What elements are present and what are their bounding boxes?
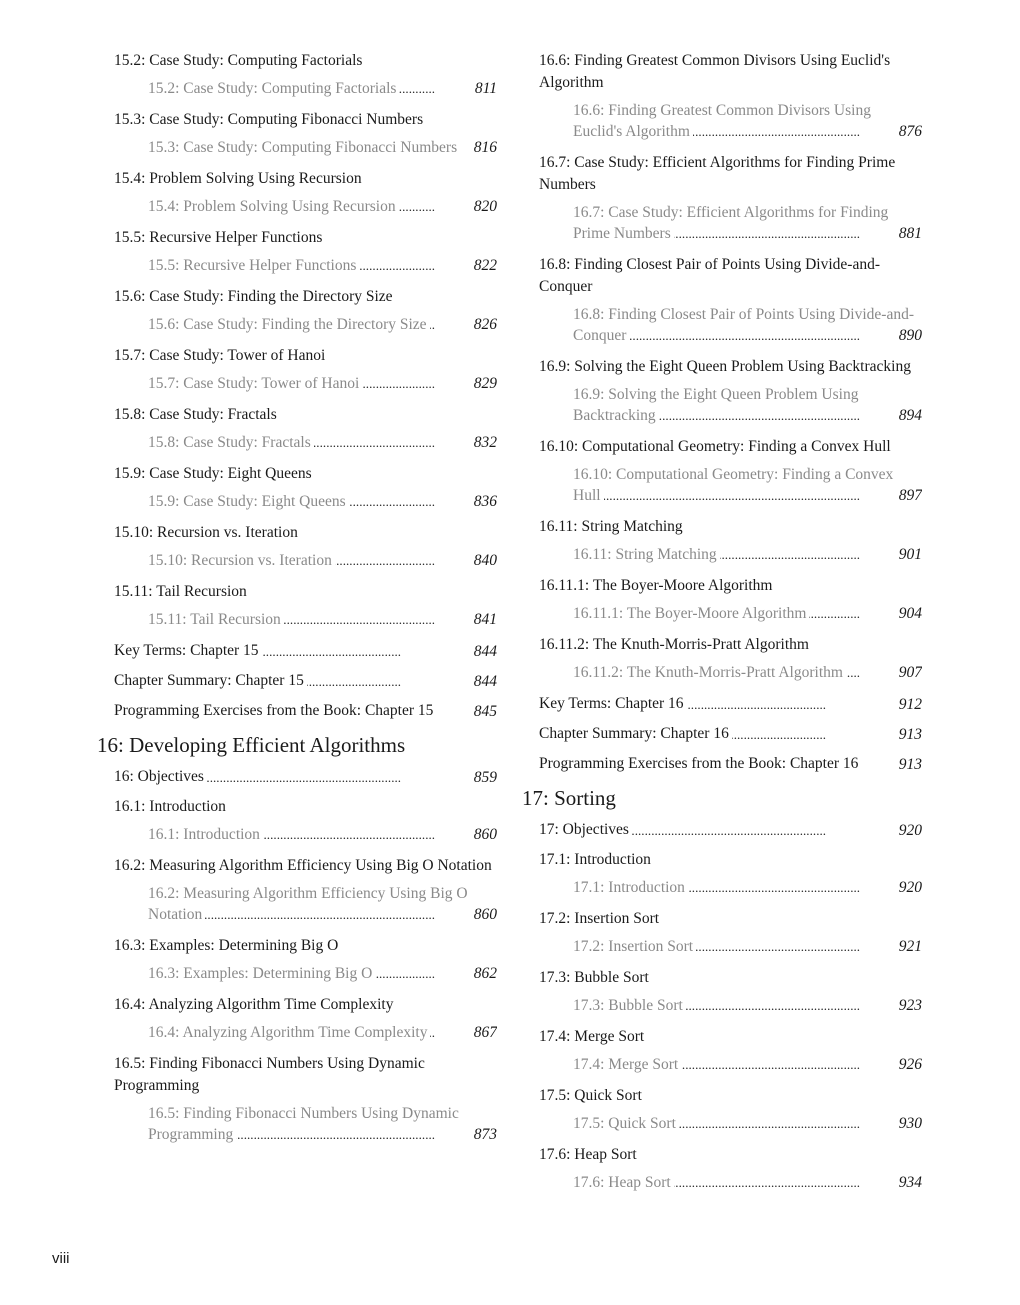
toc-entry-title: 15.3: Case Study: Computing Fibonacci Numbers	[148, 139, 460, 156]
toc-page-number: 816	[471, 137, 497, 158]
toc-entry-title: 15.4: Problem Solving Using Recursion	[148, 198, 399, 215]
toc-entry-title: 15.8: Case Study: Fractals	[148, 434, 314, 451]
toc-page-number: 860	[471, 824, 497, 845]
toc-page-number: 832	[471, 432, 497, 453]
toc-section-entry[interactable]: 15.10: Recursion vs. Iteration	[114, 524, 298, 541]
toc-entry-title: 17.3: Bubble Sort	[573, 997, 686, 1014]
toc-page-number: 901	[896, 544, 922, 565]
toc-page-number: 881	[896, 223, 922, 244]
toc-subsection-link[interactable]	[573, 464, 922, 506]
toc-subsection-link[interactable]	[148, 137, 497, 158]
toc-entry-title: 16.11.2: The Knuth-Morris-Pratt Algorithm	[573, 664, 846, 681]
toc-subsection-link[interactable]	[573, 936, 922, 957]
toc-entry-title: 17.4: Merge Sort	[573, 1056, 681, 1073]
toc-entry-title: 16.8: Finding Closest Pair of Points Using Divide-and-Conquer	[573, 306, 914, 344]
toc-subsection-link[interactable]	[148, 314, 497, 335]
toc-page-number: 894	[896, 405, 922, 426]
toc-section-entry[interactable]: 15.5: Recursive Helper Functions	[114, 229, 323, 246]
toc-section-entry[interactable]: 16.3: Examples: Determining Big O	[114, 937, 339, 954]
toc-page-number: 867	[471, 1022, 497, 1043]
toc-subsection-link[interactable]	[148, 491, 497, 512]
toc-section-entry[interactable]: 16.4: Analyzing Algorithm Time Complexity	[114, 996, 394, 1013]
toc-page-number: 840	[471, 550, 497, 571]
toc-page-number: 926	[896, 1054, 922, 1075]
toc-section-entry[interactable]	[539, 753, 922, 775]
toc-subsection-link[interactable]	[573, 603, 922, 624]
toc-section-entry[interactable]	[114, 670, 497, 692]
toc-section-entry[interactable]: 17.1: Introduction	[539, 851, 651, 868]
toc-page-number: 920	[896, 820, 922, 841]
toc-entry-title: Key Terms: Chapter 15	[114, 642, 262, 659]
toc-page-number: 859	[471, 767, 497, 788]
toc-subsection-link[interactable]	[148, 78, 497, 99]
toc-entry-title: 16.9: Solving the Eight Queen Problem Using Backtracking	[573, 386, 859, 424]
toc-subsection-link[interactable]	[573, 995, 922, 1016]
toc-page-number: 836	[471, 491, 497, 512]
toc-section-entry[interactable]: 15.11: Tail Recursion	[114, 583, 247, 600]
toc-section-entry[interactable]: 16.10: Computational Geometry: Finding a Convex Hull	[539, 438, 891, 455]
toc-entry-title: 16.2: Measuring Algorithm Efficiency Using Big O Notation	[148, 885, 468, 923]
toc-entry-title: 16.11: String Matching	[573, 546, 720, 563]
toc-entry-title: Chapter Summary: Chapter 16	[539, 725, 732, 742]
toc-entry-title: 16.7: Case Study: Efficient Algorithms for Finding Prime Numbers	[573, 204, 889, 242]
toc-section-entry[interactable]: 17.2: Insertion Sort	[539, 910, 660, 927]
toc-subsection-link[interactable]	[148, 1022, 497, 1043]
toc-page-number: 820	[471, 196, 497, 217]
toc-subsection-link[interactable]	[573, 100, 922, 142]
toc-section-entry[interactable]	[539, 723, 922, 745]
toc-section-entry[interactable]: 15.8: Case Study: Fractals	[114, 406, 277, 423]
toc-page-number: 890	[896, 325, 922, 346]
toc-right-column	[522, 50, 922, 1203]
toc-page-number: 826	[471, 314, 497, 335]
toc-page-number: 920	[896, 877, 922, 898]
toc-entry-title: 17.6: Heap Sort	[573, 1174, 674, 1191]
toc-page-number: 862	[471, 963, 497, 984]
toc-subsection-link[interactable]	[148, 609, 497, 630]
toc-section-entry[interactable]	[114, 640, 497, 662]
toc-section-entry[interactable]: 15.9: Case Study: Eight Queens	[114, 465, 312, 482]
toc-page-number: 921	[896, 936, 922, 957]
toc-entry-title: 16.3: Examples: Determining Big O	[148, 965, 375, 982]
toc-section-entry[interactable]	[539, 693, 922, 715]
toc-entry-title: 16.5: Finding Fibonacci Numbers Using Dynamic Programming	[148, 1105, 459, 1143]
toc-entry-title: 16: Objectives	[114, 768, 207, 785]
toc-subsection-link[interactable]	[573, 544, 922, 565]
toc-page-number: 822	[471, 255, 497, 276]
toc-section-entry[interactable]: 16.6: Finding Greatest Common Divisors Using Euclid's Algorithm	[539, 52, 891, 91]
toc-entry-title: 16.4: Analyzing Algorithm Time Complexity	[148, 1024, 430, 1041]
toc-section-entry[interactable]: 16.11: String Matching	[539, 518, 683, 535]
toc-section-entry[interactable]	[114, 700, 497, 722]
toc-subsection-link[interactable]	[573, 1113, 922, 1134]
toc-section-entry[interactable]: 16.11.2: The Knuth-Morris-Pratt Algorithm	[539, 636, 809, 653]
toc-subsection-link[interactable]	[148, 255, 497, 276]
chapter-heading: 16: Developing Efficient Algorithms	[97, 733, 406, 757]
toc-entry-title: Key Terms: Chapter 16	[539, 695, 687, 712]
page-number-folio: viii	[52, 1250, 70, 1267]
toc-page-number: 845	[471, 701, 497, 722]
toc-section-entry[interactable]: 16.1: Introduction	[114, 798, 226, 815]
toc-section-entry[interactable]: 16.7: Case Study: Efficient Algorithms for Finding Prime Numbers	[539, 154, 896, 193]
toc-entry-title: Chapter Summary: Chapter 15	[114, 672, 307, 689]
toc-page-number: 811	[472, 78, 497, 99]
toc-page-number: 913	[896, 754, 922, 775]
toc-entry-title: 15.2: Case Study: Computing Factorials	[148, 80, 399, 97]
toc-section-entry[interactable]: 16.2: Measuring Algorithm Efficiency Using Big O Notation	[114, 857, 492, 874]
toc-entry-title: 16.1: Introduction	[148, 826, 263, 843]
toc-section-entry[interactable]	[539, 819, 922, 841]
toc-page-number: 844	[471, 641, 497, 662]
toc-subsection-link[interactable]	[148, 1103, 497, 1145]
toc-subsection-link[interactable]	[573, 1054, 922, 1075]
toc-subsection-link[interactable]	[148, 550, 497, 571]
toc-section-entry[interactable]: 16.9: Solving the Eight Queen Problem Using Backtracking	[539, 358, 911, 375]
toc-subsection-link[interactable]	[573, 202, 922, 244]
toc-page-number: 844	[471, 671, 497, 692]
toc-entry-title: Programming Exercises from the Book: Chapter 15	[114, 702, 436, 719]
toc-subsection-link[interactable]	[148, 963, 497, 984]
toc-section-entry[interactable]: 15.6: Case Study: Finding the Directory Size	[114, 288, 393, 305]
toc-section-entry[interactable]: 16.5: Finding Fibonacci Numbers Using Dynamic Programming	[114, 1055, 425, 1094]
toc-entry-title: 15.9: Case Study: Eight Queens	[148, 493, 349, 510]
toc-page-number: 904	[896, 603, 922, 624]
toc-entry-title: 15.6: Case Study: Finding the Directory Size	[148, 316, 430, 333]
toc-entry-title: 17.1: Introduction	[573, 879, 688, 896]
toc-page-number: 913	[896, 724, 922, 745]
toc-entry-title: 16.6: Finding Greatest Common Divisors Using Euclid's Algorithm	[573, 102, 871, 140]
toc-entry-title: 15.5: Recursive Helper Functions	[148, 257, 359, 274]
toc-left-column	[97, 50, 497, 1155]
toc-entry-title: 15.11: Tail Recursion	[148, 611, 284, 628]
toc-section-entry[interactable]: 17.5: Quick Sort	[539, 1087, 642, 1104]
toc-page-number: 934	[896, 1172, 922, 1193]
toc-section-entry[interactable]: 17.3: Bubble Sort	[539, 969, 649, 986]
toc-page-number: 912	[896, 694, 922, 715]
toc-subsection-link[interactable]	[148, 432, 497, 453]
toc-section-entry[interactable]: 15.2: Case Study: Computing Factorials	[114, 52, 363, 69]
toc-entry-title: 17.5: Quick Sort	[573, 1115, 679, 1132]
toc-entry-title: 15.7: Case Study: Tower of Hanoi	[148, 375, 362, 392]
toc-subsection-link[interactable]	[148, 373, 497, 394]
toc-subsection-link[interactable]	[573, 662, 922, 683]
toc-section-entry[interactable]	[114, 766, 497, 788]
toc-page-number: 923	[896, 995, 922, 1016]
toc-section-entry[interactable]: 15.7: Case Study: Tower of Hanoi	[114, 347, 326, 364]
toc-entry-title: Programming Exercises from the Book: Chapter 16	[539, 755, 861, 772]
toc-subsection-link[interactable]	[573, 384, 922, 426]
chapter-heading: 17: Sorting	[522, 786, 616, 810]
toc-subsection-link[interactable]	[573, 877, 922, 898]
toc-section-entry[interactable]: 15.3: Case Study: Computing Fibonacci Numbers	[114, 111, 424, 128]
toc-section-entry[interactable]: 15.4: Problem Solving Using Recursion	[114, 170, 362, 187]
toc-page-number: 841	[471, 609, 497, 630]
toc-subsection-link[interactable]	[148, 883, 497, 925]
toc-section-entry[interactable]: 16.8: Finding Closest Pair of Points Using Divide-and-Conquer	[539, 256, 880, 295]
toc-subsection-link[interactable]	[148, 196, 497, 217]
toc-page-number: 873	[471, 1124, 497, 1145]
toc-page-number: 829	[471, 373, 497, 394]
toc-page-number: 930	[896, 1113, 922, 1134]
toc-subsection-link[interactable]	[573, 1172, 922, 1193]
toc-section-entry[interactable]: 17.6: Heap Sort	[539, 1146, 637, 1163]
toc-subsection-link[interactable]	[573, 304, 922, 346]
toc-entry-title: 16.10: Computational Geometry: Finding a Convex Hull	[573, 466, 894, 504]
toc-entry-title: 15.10: Recursion vs. Iteration	[148, 552, 335, 569]
toc-page-number: 876	[896, 121, 922, 142]
toc-page-number: 897	[896, 485, 922, 506]
toc-page-number: 907	[896, 662, 922, 683]
toc-entry-title: 17: Objectives	[539, 821, 632, 838]
toc-section-entry[interactable]: 16.11.1: The Boyer-Moore Algorithm	[539, 577, 773, 594]
toc-page-number: 860	[471, 904, 497, 925]
toc-section-entry[interactable]: 17.4: Merge Sort	[539, 1028, 645, 1045]
toc-entry-title: 17.2: Insertion Sort	[573, 938, 696, 955]
toc-subsection-link[interactable]	[148, 824, 497, 845]
toc-entry-title: 16.11.1: The Boyer-Moore Algorithm	[573, 605, 809, 622]
